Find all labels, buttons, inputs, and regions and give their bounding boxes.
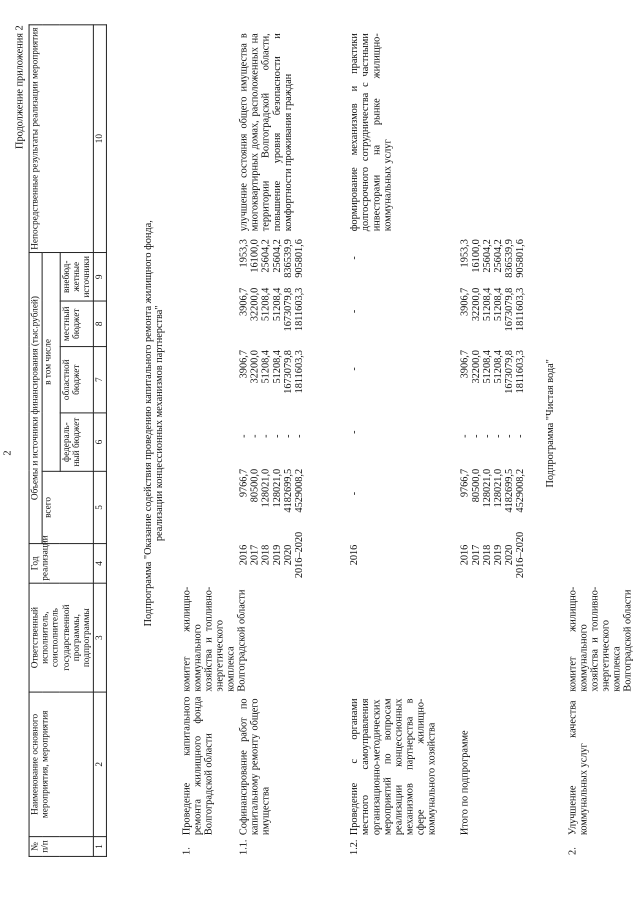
total-local-cell: 51208,4 [481, 287, 493, 321]
total-extra-cell: 1953,3 [459, 238, 471, 267]
row11-extra-cell: 905801,6 [293, 238, 305, 278]
row11-federal-cell: - [249, 433, 261, 438]
row12-dash-total: - [349, 491, 361, 495]
header-financing: Объемы и источники финансирования (тыс.рублей) [29, 252, 42, 543]
row11-years-cell: 2016–2020 [293, 531, 305, 578]
row11-extra-cell: 25604,2 [260, 238, 272, 273]
header-results: Непосредственные результаты реализации мероприятия [29, 24, 94, 252]
total-total-cell: 4182699,5 [503, 468, 515, 513]
total-federal-cell: - [492, 433, 504, 438]
row11-local-cell: 1811603,3 [293, 287, 305, 331]
total-local-cell: 1673079,8 [503, 287, 515, 331]
row11-name: Софинансирование работ по капитальному ремонту общего имущества [238, 698, 272, 835]
subprogram-title-clean-water: Подпрограмма "Чистая вода" [545, 358, 557, 488]
row11-federal-cell: - [282, 433, 294, 438]
row11-regional-cell: 1811603,3 [293, 349, 305, 393]
total-regional-cell: 1811603,3 [514, 349, 527, 393]
row11-federal-cell: - [271, 433, 283, 438]
row12-dash-federal: - [349, 429, 361, 434]
row11-local [239, 287, 305, 347]
row1-num: 1. [181, 846, 193, 855]
header-regional: областной бюджет [60, 346, 94, 412]
row11-extra-cell: 1953,3 [238, 238, 250, 267]
total-extra-cell: 25604,2 [481, 238, 493, 273]
total-years-cell: 2018 [481, 544, 493, 565]
row11-extra-cell: 16100,0 [249, 238, 261, 273]
row11-federal-cell: - [260, 433, 272, 438]
row11-local-cell: 51208,4 [271, 287, 283, 321]
document-content [2, 17, 637, 888]
header-executor: Ответственный исполнитель, соисполнитель государственной программы, подпрограммы [29, 583, 94, 692]
row11-federal-cell: - [293, 433, 305, 438]
header-colnum-4: 4 [94, 543, 107, 583]
header-year: Год реализации [29, 543, 94, 583]
row11-total-cell: 4182699,5 [282, 468, 294, 513]
total-regional-cell: 1673079,8 [503, 349, 515, 394]
header-colnum-6: 6 [94, 412, 107, 470]
row11-extra [239, 239, 305, 290]
row1-executor: комитет жилищно-коммунального хозяйства и топливно-энергетического комплекса Волгоградской области [181, 586, 248, 692]
row11-total-cell: 9766,7 [238, 468, 250, 497]
row11-regional-cell: 1673079,8 [282, 349, 294, 394]
row12-num: 1.2. [349, 839, 361, 855]
row12-dash-local: - [349, 309, 361, 313]
total-local-cell: 51208,4 [492, 287, 504, 321]
row12-result: формирование механизмов и практики долгосрочного сотрудничества с частными инвесторами на рынке жилищно-коммунальных услуг [349, 32, 394, 231]
header-extra: внебюд-жетные источники [60, 252, 94, 301]
total-total [460, 468, 526, 537]
total-federal-cell: - [470, 433, 482, 438]
header-including: в том числе [42, 252, 59, 471]
row2-executor: комитет жилищно-коммунального хозяйства и топливно-энергетического комплекса Волгоградской области [567, 586, 634, 692]
header-total: всего [42, 471, 93, 543]
header-federal: федераль-ный бюджет [60, 412, 94, 470]
total-extra [460, 239, 526, 290]
total-federal [460, 411, 526, 461]
total-local-cell: 1811603,3 [514, 287, 527, 331]
page-number: 2 [2, 449, 14, 456]
header-colnum-7: 7 [94, 346, 107, 412]
header-colnum-2: 2 [94, 692, 107, 837]
row2-name: Улучшение качества коммунальных услуг [567, 700, 590, 835]
total-extra-cell: 905801,6 [514, 238, 527, 278]
continuation-label: Продолжение приложения 2 [14, 24, 26, 149]
row12-dash-extra: - [349, 255, 361, 260]
row11-local-cell: 1673079,8 [282, 287, 294, 331]
row11-total-cell: 128021,0 [271, 468, 283, 507]
row11-result: улучшение состояния общего имущества в многоквартирных домах, расположенных на территории Волгоградской области, повышение уровня безопасности и комфортности проживания граждан [238, 32, 294, 231]
subprogram-title-capital-repair: Подпрограмма "Оказание содействия проведению капитального ремонта жилищного фонда, реализации концессионных механизмов партнерства" [143, 219, 166, 626]
row11-regional-cell: 32200,0 [249, 349, 261, 383]
row11-years-cell: 2016 [238, 544, 250, 565]
row11-regional [239, 350, 305, 409]
header-colnum-3: 3 [94, 583, 107, 692]
total-local [460, 287, 526, 347]
total-regional-cell: 51208,4 [481, 349, 493, 383]
total-federal-cell: - [503, 433, 515, 438]
total-local-cell: 3906,7 [459, 287, 471, 316]
row11-regional-cell: 51208,4 [260, 349, 272, 383]
total-years-cell: 2019 [492, 544, 504, 565]
row12-name: Проведение с органами местного самоуправления организационно-методических мероприятий по вопросам реализации концессионных механизмов партнерства в сфере жилищно-коммунального хозяйства [349, 698, 438, 835]
row11-num: 1.1. [238, 839, 250, 855]
row11-regional-cell: 3906,7 [238, 349, 250, 378]
total-years-cell: 2020 [503, 544, 515, 565]
total-local-cell: 32200,0 [470, 287, 482, 321]
header-colnum-1: 1 [94, 836, 107, 856]
header-local: местный бюджет [60, 301, 94, 347]
total-regional-cell: 32200,0 [470, 349, 482, 383]
total-extra-cell: 836539,9 [503, 238, 515, 278]
row11-years-cell: 2020 [282, 544, 294, 565]
row2-num: 2. [567, 846, 579, 855]
total-extra-cell: 25604,2 [492, 238, 504, 273]
header-colnum-8: 8 [94, 301, 107, 347]
row11-extra-cell: 25604,2 [271, 238, 283, 273]
row11-total [239, 468, 305, 537]
header-colnum-5: 5 [94, 471, 107, 543]
row12-dash-regional: - [349, 366, 361, 371]
header-name: Наименование основного мероприятия, мероприятия [29, 692, 94, 837]
row11-years-cell: 2018 [260, 544, 272, 565]
total-total-cell: 128021,0 [481, 468, 493, 507]
table-header [29, 24, 108, 857]
header-colnum-10: 10 [94, 24, 107, 252]
total-total-cell: 80500,0 [470, 468, 482, 502]
row11-years-cell: 2019 [271, 544, 283, 565]
row11-regional-cell: 51208,4 [271, 349, 283, 383]
total-total-cell: 128021,0 [492, 468, 504, 507]
total-label: Итого по подпрограмме [459, 729, 471, 835]
total-years-cell: 2016–2020 [514, 531, 527, 578]
total-extra-cell: 16100,0 [470, 238, 482, 273]
total-years-cell: 2016 [459, 544, 471, 565]
row11-years-cell: 2017 [249, 544, 261, 565]
row11-federal-cell: - [238, 433, 250, 438]
total-years-cell: 2017 [470, 544, 482, 565]
row11-total-cell: 128021,0 [260, 468, 272, 507]
row11-total-cell: 80500,0 [249, 468, 261, 502]
header-num: № п/п [29, 836, 94, 856]
row1-name: Проведение капитального ремонта жилищного фонда Волгоградской области [181, 696, 215, 835]
total-total-cell: 9766,7 [459, 468, 471, 497]
row11-local-cell: 51208,4 [260, 287, 272, 321]
row11-federal [239, 411, 305, 461]
total-federal-cell: - [459, 433, 471, 438]
row11-extra-cell: 836539,9 [282, 238, 294, 278]
total-regional-cell: 3906,7 [459, 349, 471, 378]
row12-year: 2016 [349, 544, 361, 565]
header-colnum-9: 9 [94, 252, 107, 301]
total-regional-cell: 51208,4 [492, 349, 504, 383]
row11-local-cell: 32200,0 [249, 287, 261, 321]
total-federal-cell: - [481, 433, 493, 438]
row11-total-cell: 4529008,2 [293, 468, 305, 513]
total-total-cell: 4529008,2 [514, 468, 527, 513]
total-regional [460, 350, 526, 409]
total-federal-cell: - [514, 433, 527, 438]
row11-local-cell: 3906,7 [238, 287, 250, 316]
